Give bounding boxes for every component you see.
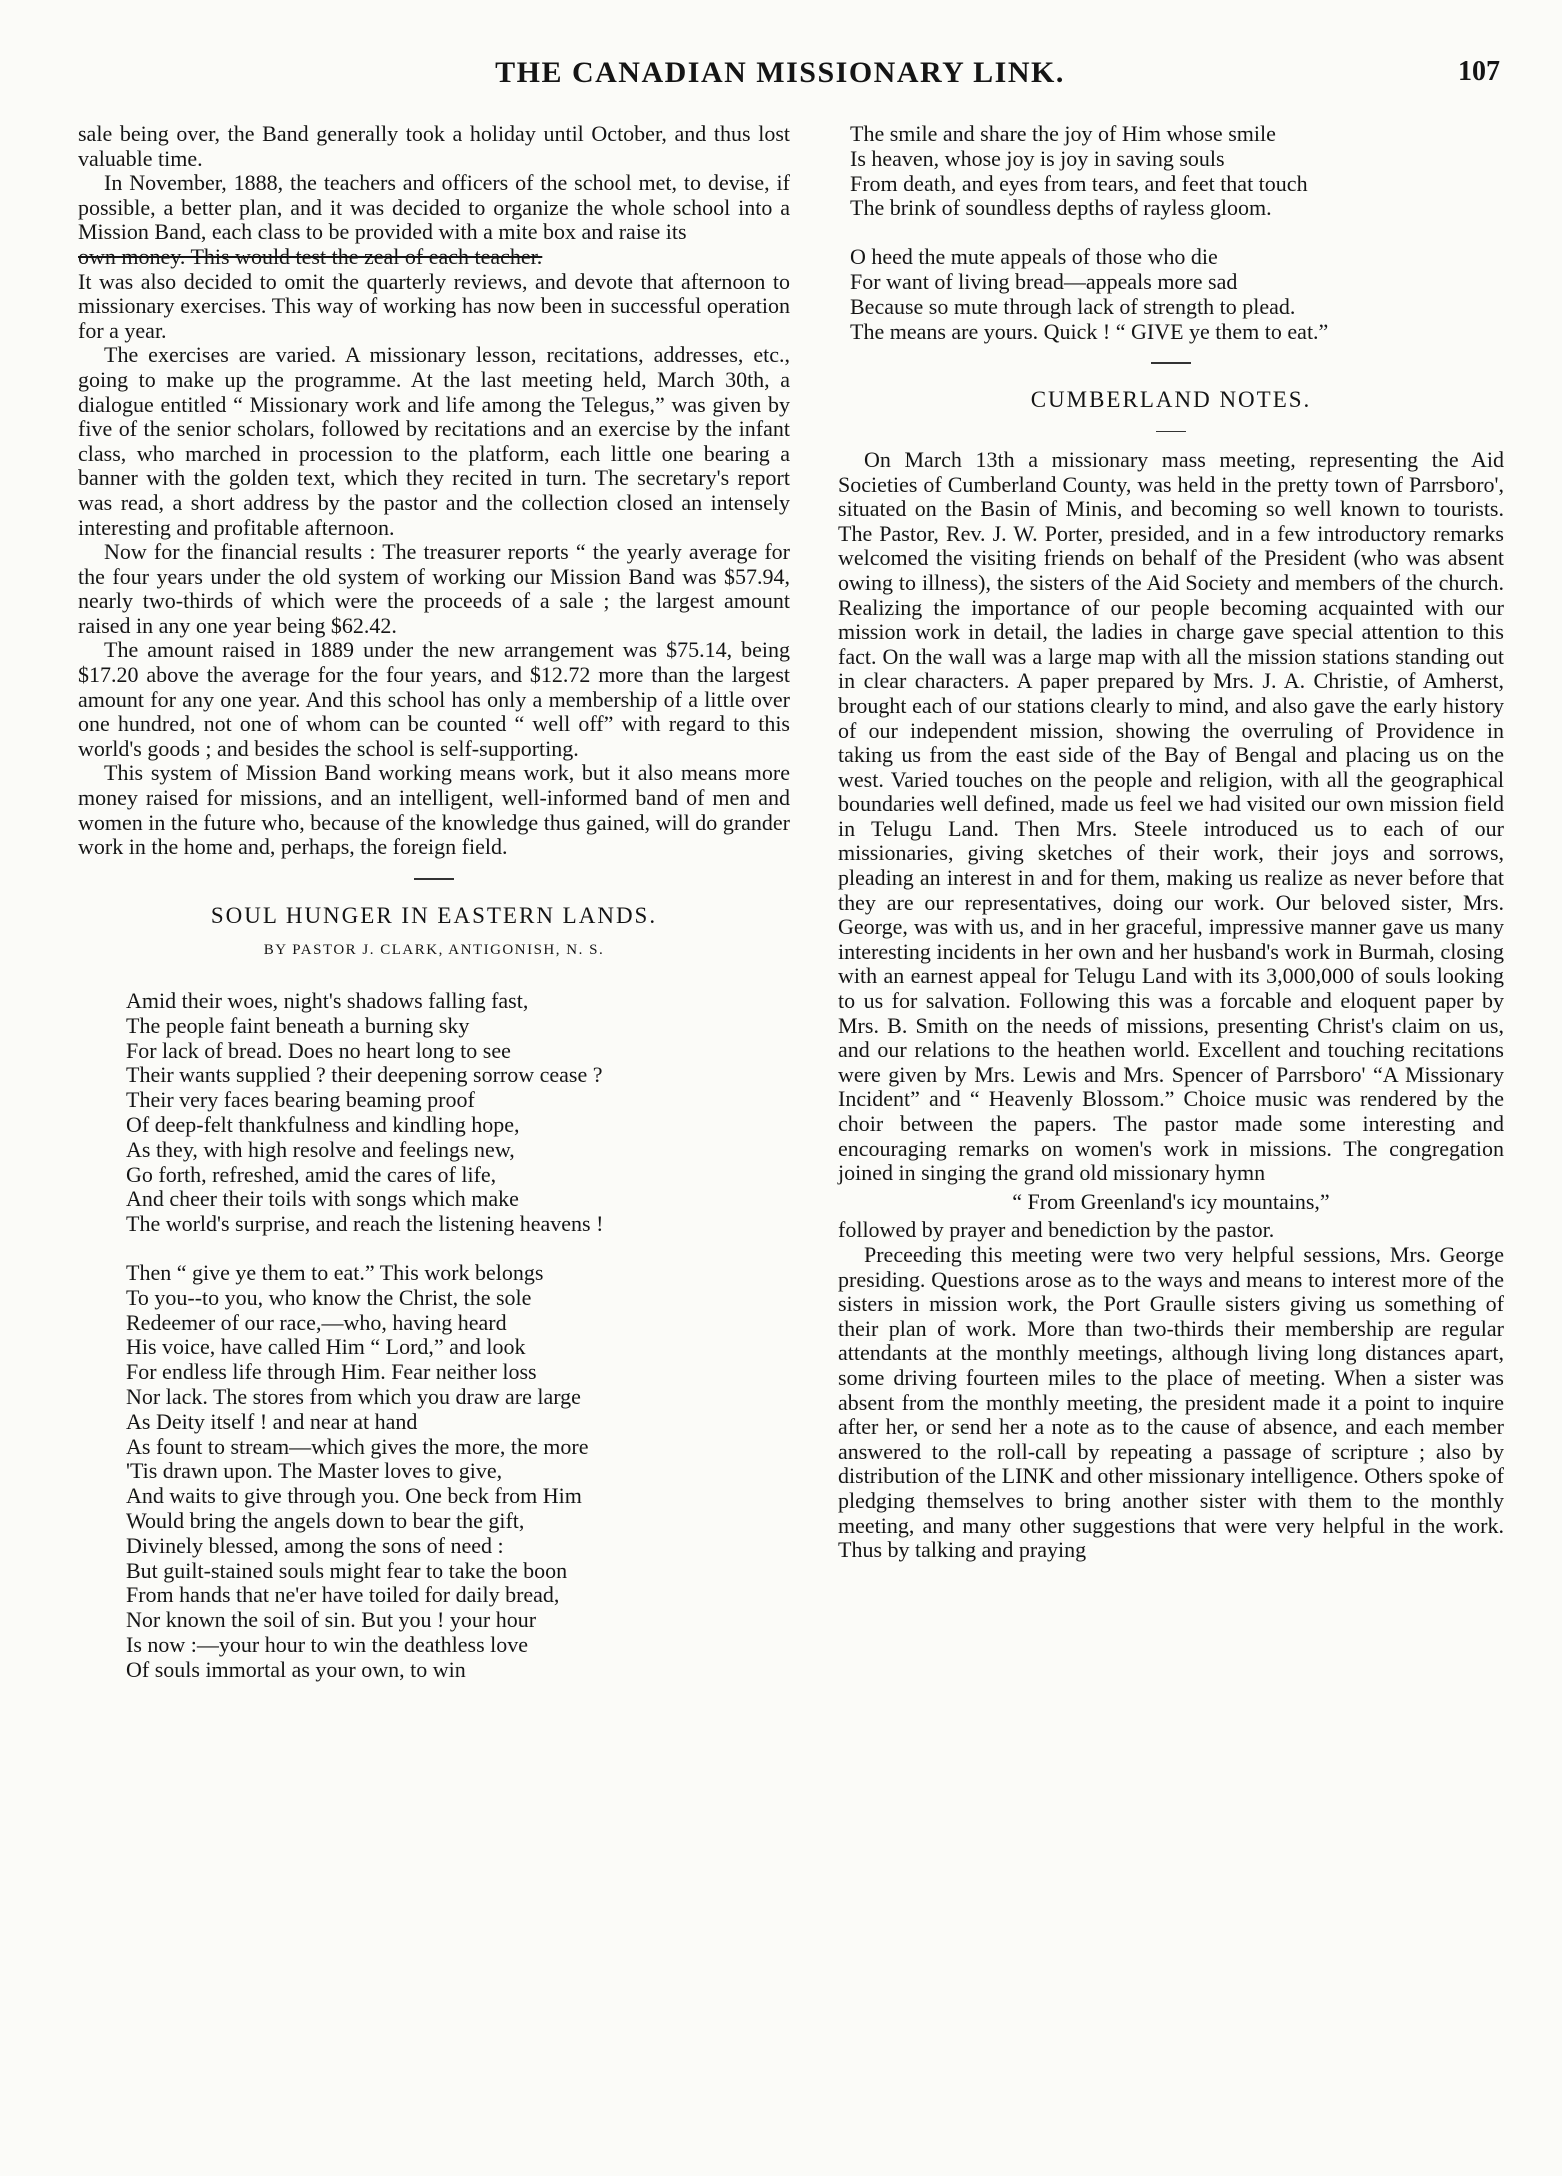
right-column: [838, 122, 1504, 1563]
stanza: [126, 989, 790, 1237]
poem-line: But guilt-stained souls might fear to take the boon: [126, 1557, 568, 1583]
poem-line: Is heaven, whose joy is joy in saving souls: [850, 145, 1225, 171]
paragraph: The exercises are varied. A missionary lesson, recitations, addresses, etc., going to make up the programme. At the last meeting held, March 30th, a dialogue entitled “ Missionary work and life among the Telegus,” was given by five of the senior scholars, followed by recitations and an exercise by the infant class, who marched in procession to the platform, each little one bearing a banner with the golden text, which they recited in turn. The secretary's report was read, a short address by the pastor and the collection closed an intensely interesting and profitable afternoon.: [78, 342, 790, 540]
poem-line: Nor lack. The stores from which you draw are large: [126, 1383, 581, 1409]
divider: [1156, 431, 1186, 432]
divider: [1151, 362, 1191, 364]
poem-line: Their wants supplied ? their deepening sorrow cease ?: [126, 1062, 603, 1088]
poem-line: The people faint beneath a burning sky: [126, 1012, 470, 1038]
struck-line: own money. This would test the zeal of each teacher.: [78, 243, 543, 269]
paragraph: This system of Mission Band working means work, but it also means more money raised for missions, and an intelligent, well-informed band of men and women in the future who, because of the knowledge thus gained, will do grander work in the home and, perhaps, the foreign field.: [78, 760, 790, 860]
poem-line: O heed the mute appeals of those who die: [850, 244, 1218, 270]
poem-line: As they, with high resolve and feelings new,: [126, 1136, 515, 1162]
poem-line: Nor known the soil of sin. But you ! your hour: [126, 1607, 537, 1633]
poem-line: The world's surprise, and reach the listening heavens !: [126, 1211, 604, 1237]
page-header: [60, 56, 1500, 96]
paragraph: It was also decided to omit the quarterly reviews, and devote that afternoon to missionary exercises. This way of working has now been in successful operation for a year.: [78, 268, 790, 343]
poem-line: The brink of soundless depths of rayless gloom.: [850, 195, 1272, 221]
paragraph: followed by prayer and benediction by the pastor.: [838, 1217, 1275, 1243]
paragraph: Preceeding this meeting were two very helpful sessions, Mrs. George presiding. Questions arose as to the ways and means to interest more of the sisters in mission work, the Port Graulle sisters giving us something of their plan of work. More than two-thirds their membership are regular attendants at the monthly meetings, although living long distances apart, some driving fourteen miles to the place of meeting. When a sister was absent from the monthly meeting, the president made it a point to inquire after her, or send her a note as to the cause of absence, and each member answered to the roll-call by repeating a passage of scripture ; also by distribution of the LINK and other missionary intelligence. Others spoke of pledging themselves to bring another sister with them to the monthly meeting, and many other suggestions that were very helpful in the work. Thus by talking and praying: [838, 1241, 1504, 1563]
poem-line: Go forth, refreshed, amid the cares of life,: [126, 1161, 497, 1187]
poem-line: Amid their woes, night's shadows falling fast,: [126, 988, 529, 1013]
poem-line: 'Tis drawn upon. The Master loves to give,: [126, 1458, 503, 1484]
poem-line: Because so mute through lack of strength to plead.: [850, 293, 1296, 319]
poem-line: To you--to you, who know the Christ, the sole: [126, 1284, 532, 1310]
poem-line: As fount to stream—which gives the more, the more: [126, 1433, 589, 1459]
poem-line: And waits to give through you. One beck from Him: [126, 1483, 582, 1509]
poem-line: For lack of bread. Does no heart long to see: [126, 1037, 511, 1063]
poem-line: Of deep-felt thankfulness and kindling hope,: [126, 1111, 520, 1137]
poem-line: For want of living bread—appeals more sad: [850, 268, 1238, 294]
poem-line: His voice, have called Him “ Lord,” and look: [126, 1334, 526, 1360]
poem-line: Divinely blessed, among the sons of need :: [126, 1532, 504, 1558]
poem-line: Is now :—your hour to win the deathless love: [126, 1631, 529, 1657]
poem-line: From hands that ne'er have toiled for daily bread,: [126, 1582, 560, 1608]
poem-line: Their very faces bearing beaming proof: [126, 1087, 475, 1113]
poem-line: And cheer their toils with songs which make: [126, 1186, 519, 1212]
paragraph: sale being over, the Band generally took a holiday until October, and thus lost valuable time.: [78, 121, 790, 171]
poem-title: SOUL HUNGER IN EASTERN LANDS.: [210, 902, 658, 928]
poem-byline: BY PASTOR J. CLARK, ANTIGONISH, N. S.: [263, 942, 605, 959]
stanza: [126, 1261, 790, 1683]
page-number: 107: [1458, 56, 1500, 87]
divider: [414, 878, 454, 880]
paragraph: In November, 1888, the teachers and officers of the school met, to devise, if possible, a better plan, and it was decided to organize the whole school into a Mission Band, each class to be provided with a mite box and raise its: [78, 170, 790, 245]
stanza: [850, 122, 1504, 221]
poem-line: Redeemer of our race,—who, having heard: [126, 1309, 507, 1335]
poem-line: Of souls immortal as your own, to win: [126, 1656, 466, 1682]
poem-line: Then “ give ye them to eat.” This work belongs: [126, 1259, 544, 1285]
poem-line: The means are yours. Quick ! “ GIVE ye them to eat.”: [850, 318, 1329, 344]
poem-line: Would bring the angels down to bear the gift,: [126, 1507, 525, 1533]
poem: [126, 989, 790, 1683]
poem-line: From death, and eyes from tears, and feet that touch: [850, 170, 1308, 196]
poem-line: As Deity itself ! and near at hand: [126, 1408, 418, 1434]
paragraph: Now for the financial results : The treasurer reports “ the yearly average for the four years under the old system of working our Mission Band was $57.94, nearly two-thirds of which were the proceeds of a sale ; the largest amount raised in any one year being $62.42.: [78, 539, 790, 638]
hymn-line: “ From Greenland's icy mountains,”: [1012, 1188, 1330, 1214]
poem-line: The smile and share the joy of Him whose smile: [850, 121, 1276, 146]
publication-title: THE CANADIAN MISSIONARY LINK.: [495, 56, 1065, 89]
poem-line: For endless life through Him. Fear neither loss: [126, 1359, 537, 1385]
poem-continued: [850, 122, 1504, 344]
section-title: CUMBERLAND NOTES.: [1030, 387, 1312, 413]
left-column: [78, 122, 790, 1707]
paragraph: On March 13th a missionary mass meeting, representing the Aid Societies of Cumberland County, was held in the pretty town of Parrsboro', situated on the Basin of Minis, and becoming so well known to tourists. The Pastor, Rev. J. W. Porter, presided, and in a few introductory remarks welcomed the visiting friends on behalf of the President (who was absent owing to illness), the sisters of the Aid Society and members of the church. Realizing the importance of our people becoming acquainted with our mission work in detail, the ladies in charge gave special attention to this fact. On the wall was a large map with all the mission stations standing out in clear characters. A paper prepared by Mrs. J. A. Christie, of Amherst, brought each of our stations clearly to mind, and also gave the early history of our independent mission, showing the overruling of Providence in taking us from the east side of the Bay of Bengal and placing us on the west. Varied touches on the people and religion, with all the geographical boundaries well defined, made us feel we had visited our own mission field in Telugu Land. Then Mrs. Steele introduced us to each of our missionaries, giving sketches of their work, their joys and sorrows, pleading an interest in and for them, making us realize as never before that they are our representatives, doing our work. Our beloved sister, Mrs. George, was with us, and in her graceful, impressive manner gave us many interesting incidents in her own and her husband's work in Burmah, closing with an earnest appeal for Telugu Land with its 3,000,000 of souls looking to us for salvation. Following this was a forcable and eloquent paper by Mrs. B. Smith on the needs of missions, presenting Christ's claim on us, and our relations to the heathen world. Excellent and touching recitations were given by Mrs. Lewis and Mrs. Spencer of Parrsboro' “A Missionary Incident” and “ Heavenly Blossom.” Choice music was rendered by the choir between the papers. The pastor made some interesting and encouraging remarks on women's work in missions. The congregation joined in singing the grand old missionary hymn: [838, 446, 1504, 1186]
paragraph: The amount raised in 1889 under the new arrangement was $75.14, being $17.20 above the average for the four years, and $12.72 more than the largest amount for any one year. And this school has only a membership of a little over one hundred, not one of whom can be counted “ well off” with regard to this world's goods ; and besides the school is self-supporting.: [78, 637, 790, 761]
stanza: [850, 245, 1504, 344]
